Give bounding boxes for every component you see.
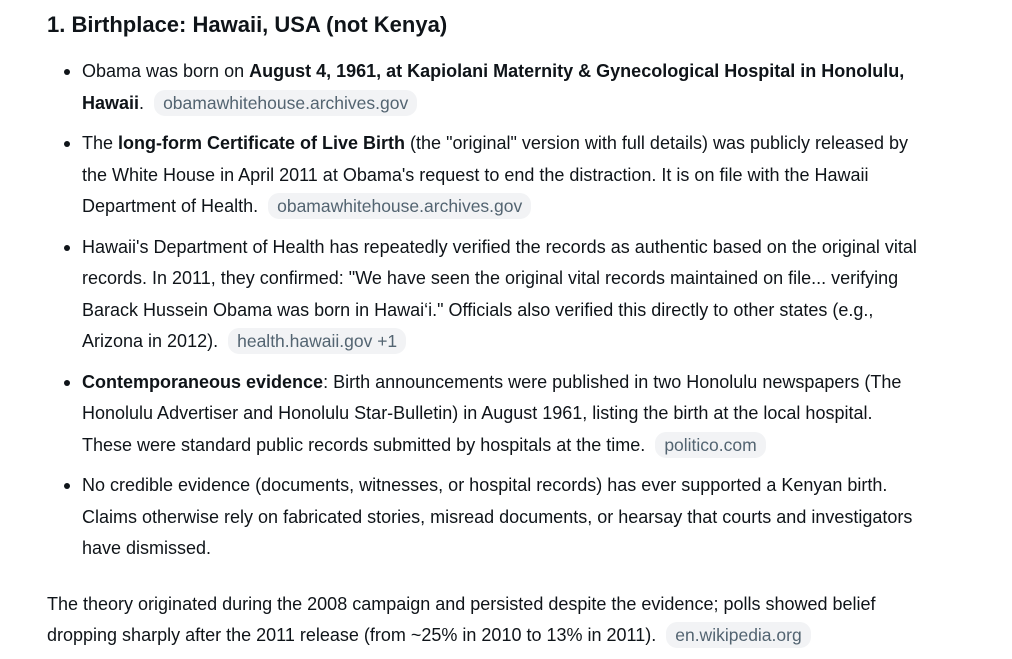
bold-text: long-form Certificate of Live Birth [118,133,406,153]
source-citation-link[interactable]: en.wikipedia.org [666,622,810,648]
bullet-list [47,56,927,565]
bullet-text: : Birth announcements were published in two Honolulu newspapers (The Honolulu Advertiser and Honolulu Star-Bulletin) in August 1961, listing the birth at the local hospital. These were standard public records submitted by hospitals at the time. [82,371,902,455]
bullet-text: Hawaii's Department of Health has repeatedly verified the records as authentic based on the original vital records. In 2011, they confirmed: "We have seen the original vital records maintained on file... verifying Barack Hussein Obama was born in Hawai‘i." Officials also verified this directly to other states (e.g., Arizona in 2012). [82,236,917,351]
list-item [47,367,927,462]
bullet-text: No credible evidence (documents, witnesses, or hospital records) has ever supported a Kenyan birth. Claims otherwise rely on fabricated stories, misread documents, or hearsay that courts and investigators have dismissed. [82,475,913,558]
bullet-dot [64,483,70,489]
bullet-text: . [139,92,145,113]
source-citation-link[interactable]: health.hawaii.gov +1 [228,328,406,354]
list-item [47,56,927,119]
bullet-dot [64,141,70,147]
list-item [47,232,927,358]
source-citation-link[interactable]: obamawhitehouse.archives.gov [154,90,417,116]
bullet-text: Obama was born on [82,61,250,81]
source-citation-link[interactable]: politico.com [655,432,765,458]
list-item [47,128,927,223]
bold-text: August 4, 1961, at Kapiolani Maternity & Gynecological Hospital in Honolulu, Hawaii [82,61,905,113]
section-heading: 1. Birthplace: Hawaii, USA (not Kenya) [47,12,448,37]
bullet-text: The [82,133,119,153]
response-content [47,10,927,652]
list-item [47,470,927,565]
bold-text: Contemporaneous evidence [82,371,324,392]
bullet-dot [64,69,70,75]
summary-text: The theory originated during the 2008 campaign and persisted despite the evidence; polls showed belief dropping sharply after the 2011 release (from ~25% in 2010 to 13% in 2011). [47,593,876,645]
bullet-dot [64,380,70,386]
summary-paragraph [47,589,947,652]
source-citation-link[interactable]: obamawhitehouse.archives.gov [268,193,531,219]
bullet-text: (the "original" version with full details) was publicly released by the White House in April 2011 at Obama's request to end the distraction. It is on file with the Hawaii Department of Health. [82,133,909,216]
bullet-dot [64,245,70,251]
